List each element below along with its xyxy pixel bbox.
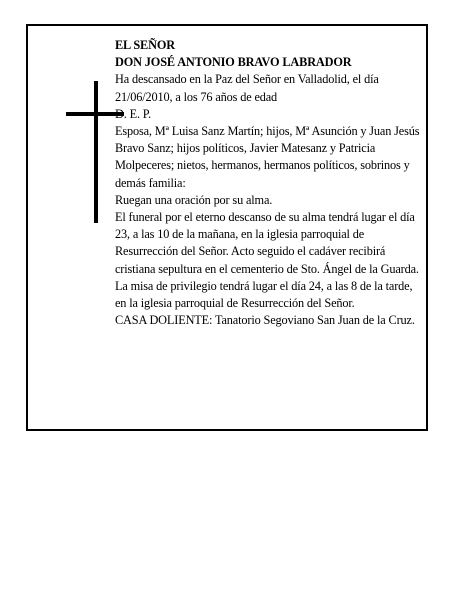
obituary-text <box>115 37 425 329</box>
deceased-name: DON JOSÉ ANTONIO BRAVO LABRADOR <box>115 55 352 70</box>
home-paragraph: CASA DOLIENTE: Tanatorio Segoviano San Juan de la Cruz. <box>115 313 415 328</box>
dep-line: D. E. P. <box>115 106 152 121</box>
mass-paragraph: La misa de privilegio tendrá lugar el día 24, a las 8 de la tarde, en la iglesia parroquial de Resurrección del Señor. <box>115 278 413 311</box>
family-paragraph: Esposa, Mª Luisa Sanz Martín; hijos, Mª Asunción y Juan Jesús Bravo Sanz; hijos políticos, Javier Matesanz y Patricia Molpeceres; nietos, hermanos, hermanos políticos, sobrinos y demás familia: <box>115 124 420 190</box>
death-paragraph: Ha descansado en la Paz del Señor en Valladolid, el día 21/06/2010, a los 76 años de edad <box>115 72 379 104</box>
prayer-paragraph: Ruegan una oración por su alma. <box>115 192 273 207</box>
cross-vertical-bar <box>94 81 98 223</box>
notice-heading: EL SEÑOR <box>115 38 175 52</box>
funeral-paragraph: El funeral por el eterno descanso de su alma tendrá lugar el día 23, a las 10 de la mañana, en la iglesia parroquial de Resurrección del Señor. Acto seguido el cadáver recibirá cristiana sepultura en el cementerio de Sto. Ángel de la Guarda. <box>115 210 419 276</box>
